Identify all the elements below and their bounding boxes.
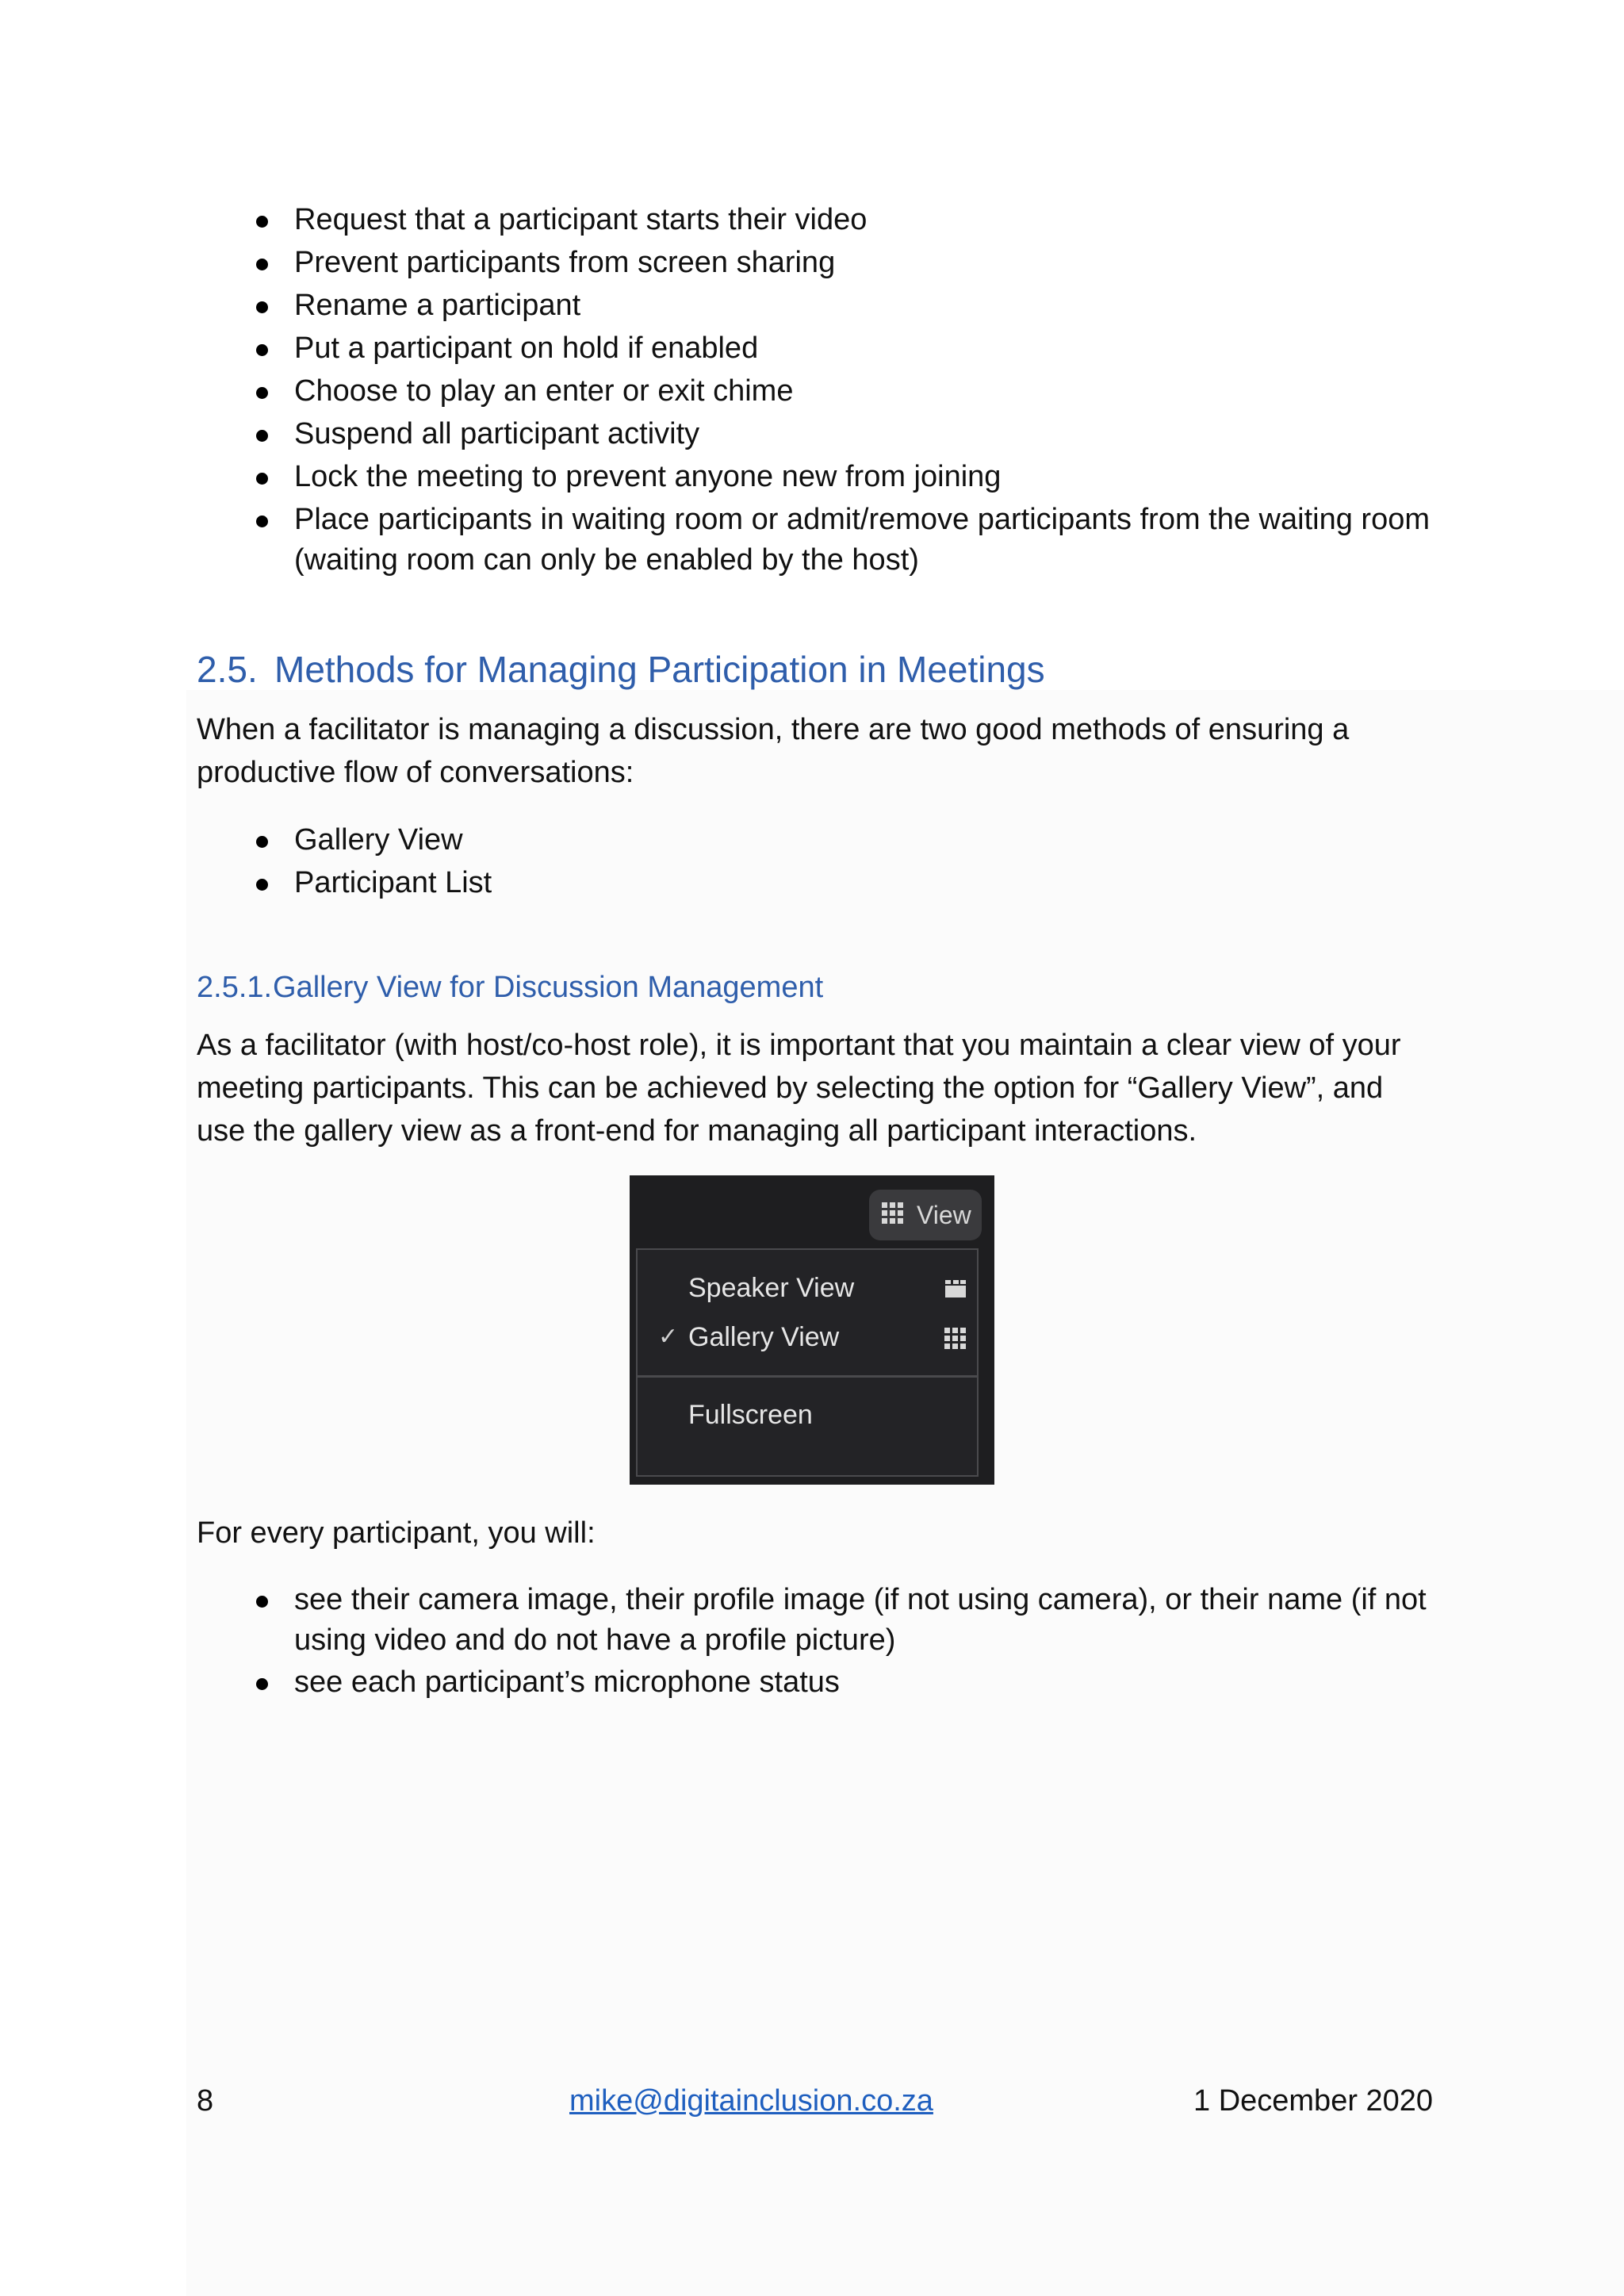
bullet-icon bbox=[256, 473, 268, 485]
view-menu bbox=[636, 1248, 979, 1477]
list-item: Choose to play an enter or exit chime bbox=[197, 370, 1430, 412]
section-heading bbox=[197, 646, 1045, 693]
list-item: see their camera image, their profile image (if not using camera), or their name (if not using video and do not have a profile picture) bbox=[197, 1578, 1430, 1661]
bullet-icon bbox=[256, 836, 268, 848]
bullet-icon bbox=[256, 301, 268, 313]
bullet-icon bbox=[256, 344, 268, 356]
gallery-view-icon bbox=[944, 1328, 966, 1349]
footer-date: 1 December 2020 bbox=[1193, 2084, 1434, 2118]
subsection-title: Gallery View for Discussion Management bbox=[273, 971, 824, 1004]
bullet-icon bbox=[256, 879, 268, 891]
checkmark-icon: ✓ bbox=[658, 1324, 679, 1350]
view-button[interactable]: View bbox=[869, 1190, 982, 1240]
gallery-view-paragraph: As a facilitator (with host/co-host role), it is important that you maintain a clear view of your meeting participants. This can be achieved by selecting the option for “Gallery View”, and use the gallery view as a front-end for managing all participant interactions. bbox=[197, 1029, 1401, 1148]
subsection-heading bbox=[197, 968, 823, 1007]
zoom-view-menu-screenshot bbox=[630, 1175, 994, 1485]
list-item: Put a participant on hold if enabled bbox=[197, 327, 1430, 370]
list-item: Place participants in waiting room or admit/remove participants from the waiting room (waiting room can only be enabled by the host) bbox=[197, 498, 1430, 581]
every-participant-intro: For every participant, you will: bbox=[197, 1516, 596, 1550]
list-item: Participant List bbox=[197, 861, 1430, 904]
menu-item-gallery-view[interactable]: ✓ Gallery View bbox=[638, 1315, 977, 1359]
section-title: Methods for Managing Participation in Meetings bbox=[274, 649, 1045, 690]
page-number: 8 bbox=[197, 2084, 214, 2118]
bullet-icon bbox=[256, 1678, 268, 1690]
subsection-number: 2.5.1. bbox=[197, 971, 273, 1004]
bullet-icon bbox=[256, 430, 268, 442]
list-item: see each participant’s microphone status bbox=[197, 1661, 1430, 1704]
menu-item-fullscreen[interactable]: Fullscreen bbox=[688, 1400, 813, 1430]
bullet-icon bbox=[256, 387, 268, 399]
speaker-view-icon bbox=[945, 1280, 966, 1297]
bullet-icon bbox=[256, 516, 268, 527]
menu-divider bbox=[638, 1375, 977, 1378]
list-item: Lock the meeting to prevent anyone new from joining bbox=[197, 455, 1430, 498]
bullet-icon bbox=[256, 259, 268, 270]
list-item: Prevent participants from screen sharing bbox=[197, 241, 1430, 284]
menu-item-speaker-view[interactable]: Speaker View bbox=[638, 1266, 977, 1310]
list-item: Suspend all participant activity bbox=[197, 412, 1430, 455]
participant-features-list bbox=[197, 1578, 1430, 1704]
methods-list bbox=[197, 818, 1430, 904]
co-host-abilities-list bbox=[197, 198, 1430, 581]
footer-email-link[interactable]: mike@digitainclusion.co.za bbox=[569, 2084, 933, 2118]
list-item: Request that a participant starts their video bbox=[197, 198, 1430, 241]
bullet-icon bbox=[256, 216, 268, 228]
section-number: 2.5. bbox=[197, 649, 258, 690]
section-intro: When a facilitator is managing a discussion, there are two good methods of ensuring a productive flow of conversations: bbox=[197, 713, 1350, 789]
bullet-icon bbox=[256, 1596, 268, 1608]
grid-icon bbox=[882, 1202, 903, 1224]
list-item: Rename a participant bbox=[197, 284, 1430, 327]
list-item: Gallery View bbox=[197, 818, 1430, 861]
